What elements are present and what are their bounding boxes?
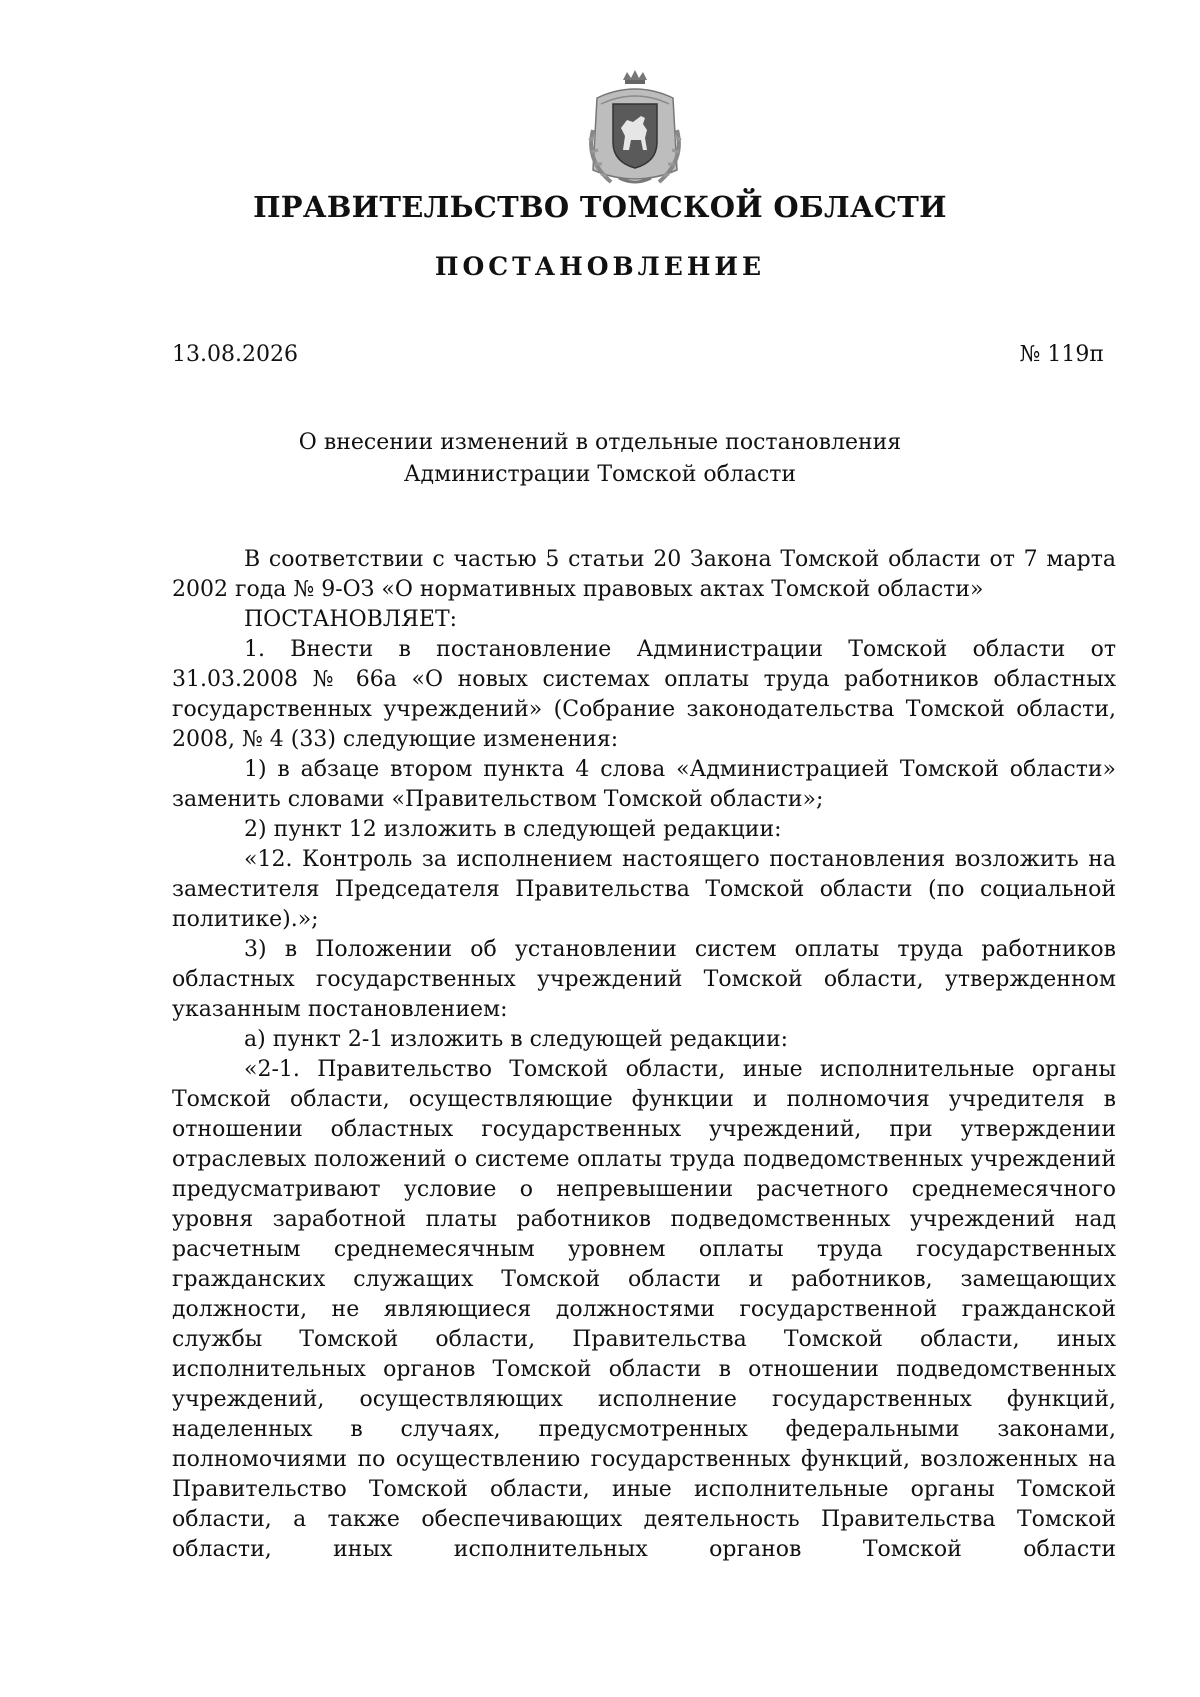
document-date: 13.08.2026: [172, 342, 298, 367]
document-type: ПОСТАНОВЛЕНИЕ: [434, 252, 766, 281]
item-1-3-a-text-paragraph: «2-1. Правительство Томской области, иные исполнительные органы Томской области, осуществляющие функции и полномочия учредителя в отношении областных государственных учреждений, при утверждении отраслевых положений о системе оплаты труда подведомственных учреждений предусматривают условие о непревышении расчетного среднемесячного уровня заработной платы работников подведомственных учреждений над расчетным среднемесячным уровнем оплаты труда государственных гражданских служащих Томской области и работников, замещающих должности, не являющиеся должностями государственной гражданской службы Томской области, Правительства Томской области, иных исполнительных органов Томской области в отношении подведомственных учреждений, осуществляющих исполнение государственных функций, наделенных в случаях, предусмотренных федеральными законами, полномочиями по осуществлению государственных функций, возложенных на Правительство Томской области, иные исполнительные органы Томской области, а также обеспечивающих деятельность Правительства Томской области, иных исполнительных органов Томской области: [172, 1057, 1116, 1562]
resolves-paragraph: ПОСТАНОВЛЯЕТ:: [244, 607, 458, 632]
subject-line-1: О внесении изменений в отдельные постановления: [298, 430, 902, 455]
subject-line-2: Администрации Томской области: [403, 462, 797, 487]
item-1-3-a-paragraph: а) пункт 2-1 изложить в следующей редакции:: [244, 1027, 789, 1052]
item-1-2-paragraph: 2) пункт 12 изложить в следующей редакции:: [244, 817, 782, 842]
item-1-3-paragraph: 3) в Положении об установлении систем оплаты труда работников областных государственных учреждений Томской области, утвержденном указанным постановлением:: [172, 937, 1116, 1022]
document-number: № 119п: [1019, 342, 1104, 367]
preamble-paragraph: В соответствии с частью 5 статьи 20 Закона Томской области от 7 марта 2002 года № 9-ОЗ «О нормативных правовых актах Томской области»: [172, 547, 1116, 602]
item-1-1-paragraph: 1) в абзаце втором пункта 4 слова «Администрацией Томской области» заменить словами «Правительством Томской области»;: [172, 757, 1116, 812]
item-1-2-text-paragraph: «12. Контроль за исполнением настоящего постановления возложить на заместителя Председателя Правительства Томской области (по социальной политике).»;: [172, 847, 1116, 932]
document-body: [172, 545, 1116, 1565]
item-1-paragraph: 1. Внести в постановление Администрации Томской области от 31.03.2008 № 66а «О новых системах оплаты труда работников областных государственных учреждений» (Собрание законодательства Томской области, 2008, № 4 (33) следующие изменения:: [172, 637, 1116, 752]
tomsk-coat-of-arms-icon: [575, 70, 695, 190]
government-name: ПРАВИТЕЛЬСТВО ТОМСКОЙ ОБЛАСТИ: [253, 190, 947, 224]
document-subject: [0, 427, 1200, 491]
